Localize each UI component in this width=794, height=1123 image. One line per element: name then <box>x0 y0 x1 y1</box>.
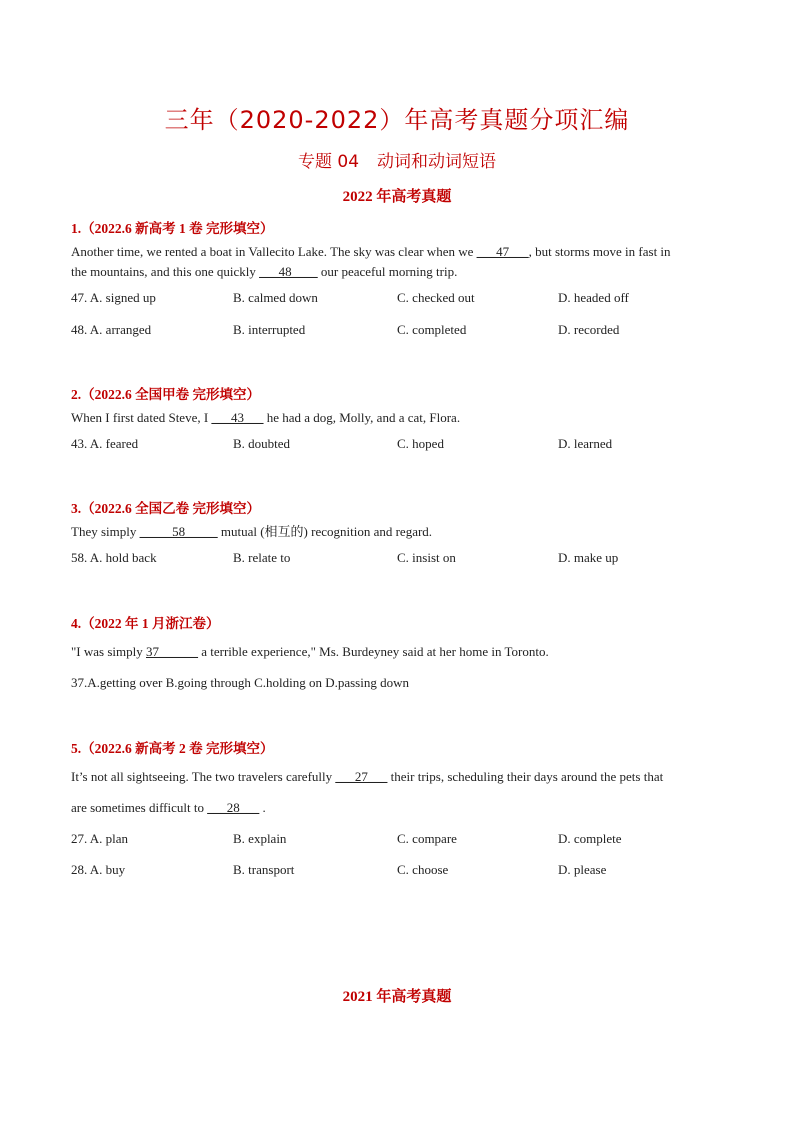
option-27-a: 27. A. plan <box>71 831 129 846</box>
option-47-c: C. checked out <box>397 290 475 305</box>
topic-name: 动词和动词短语 <box>377 152 497 172</box>
blank-48: ___48____ <box>259 264 318 279</box>
section-heading-2021: 2021 年高考真题 <box>342 989 452 1005</box>
topic-number: 专题 04 <box>297 152 360 172</box>
blank-27: ___27___ <box>335 769 388 784</box>
option-27-d: D. complete <box>558 831 622 846</box>
options-58 <box>71 550 726 568</box>
option-58-a: 58. A. hold back <box>71 550 157 565</box>
question-3-text: They simply _____58_____ mutual (相互的) recognition and regard. <box>71 524 433 539</box>
options-43 <box>71 436 726 454</box>
blank-28: ___28___ <box>207 800 260 815</box>
question-4-text: "I was simply 37______ a terrible experience," Ms. Burdeyney said at her home in Toronto. <box>71 644 549 659</box>
option-48-a: 48. A. arranged <box>71 322 152 337</box>
options-28 <box>71 862 726 880</box>
option-43-a: 43. A. feared <box>71 436 139 451</box>
option-28-a: 28. A. buy <box>71 862 126 877</box>
question-2-text: When I first dated Steve, I ___43___ he had a dog, Molly, and a cat, Flora. <box>71 410 461 425</box>
question-1-text-line-1: Another time, we rented a boat in Vallecito Lake. The sky was clear when we ___47___, but storms move in fast in <box>71 244 671 259</box>
section-heading-2022: 2022 年高考真题 <box>342 189 452 205</box>
option-48-d: D. recorded <box>558 322 620 337</box>
option-27-b: B. explain <box>233 831 287 846</box>
question-5-heading: 5.（2022.6 新高考 2 卷 完形填空） <box>71 741 274 756</box>
option-47-a: 47. A. signed up <box>71 290 156 305</box>
option-43-d: D. learned <box>558 436 613 451</box>
blank-43: ___43___ <box>211 410 264 425</box>
option-47-d: D. headed off <box>558 290 629 305</box>
options-37: 37.A.getting over B.going through C.holding on D.passing down <box>71 675 409 690</box>
question-1-heading: 1.（2022.6 新高考 1 卷 完形填空） <box>71 221 274 236</box>
option-27-c: C. compare <box>397 831 457 846</box>
question-5-text-line-1: It’s not all sightseeing. The two travelers carefully ___27___ their trips, scheduling their days around the pets that <box>71 769 664 784</box>
question-2-heading: 2.（2022.6 全国甲卷 完形填空） <box>71 387 260 402</box>
option-43-c: C. hoped <box>397 436 444 451</box>
page-title: 三年（2020-2022）年高考真题分项汇编 <box>164 106 630 134</box>
option-58-c: C. insist on <box>397 550 456 565</box>
option-28-b: B. transport <box>233 862 295 877</box>
option-28-c: C. choose <box>397 862 449 877</box>
option-58-d: D. make up <box>558 550 619 565</box>
question-4-heading: 4.（2022 年 1 月浙江卷） <box>71 616 220 631</box>
question-1-text-line-2: the mountains, and this one quickly ___48____ our peaceful morning trip. <box>71 264 458 279</box>
options-48 <box>71 322 726 340</box>
option-28-d: D. please <box>558 862 607 877</box>
option-48-c: C. completed <box>397 322 467 337</box>
option-47-b: B. calmed down <box>233 290 318 305</box>
question-5-text-line-2: are sometimes difficult to ___28___ . <box>71 800 266 815</box>
question-3-heading: 3.（2022.6 全国乙卷 完形填空） <box>71 501 260 516</box>
blank-37: 37______ <box>146 644 198 659</box>
blank-58: _____58_____ <box>139 524 218 539</box>
options-47 <box>71 290 726 308</box>
blank-47: ___47___ <box>476 244 529 259</box>
option-48-b: B. interrupted <box>233 322 306 337</box>
options-27 <box>71 831 726 849</box>
option-43-b: B. doubted <box>233 436 291 451</box>
option-58-b: B. relate to <box>233 550 291 565</box>
page-subtitle <box>0 147 794 172</box>
